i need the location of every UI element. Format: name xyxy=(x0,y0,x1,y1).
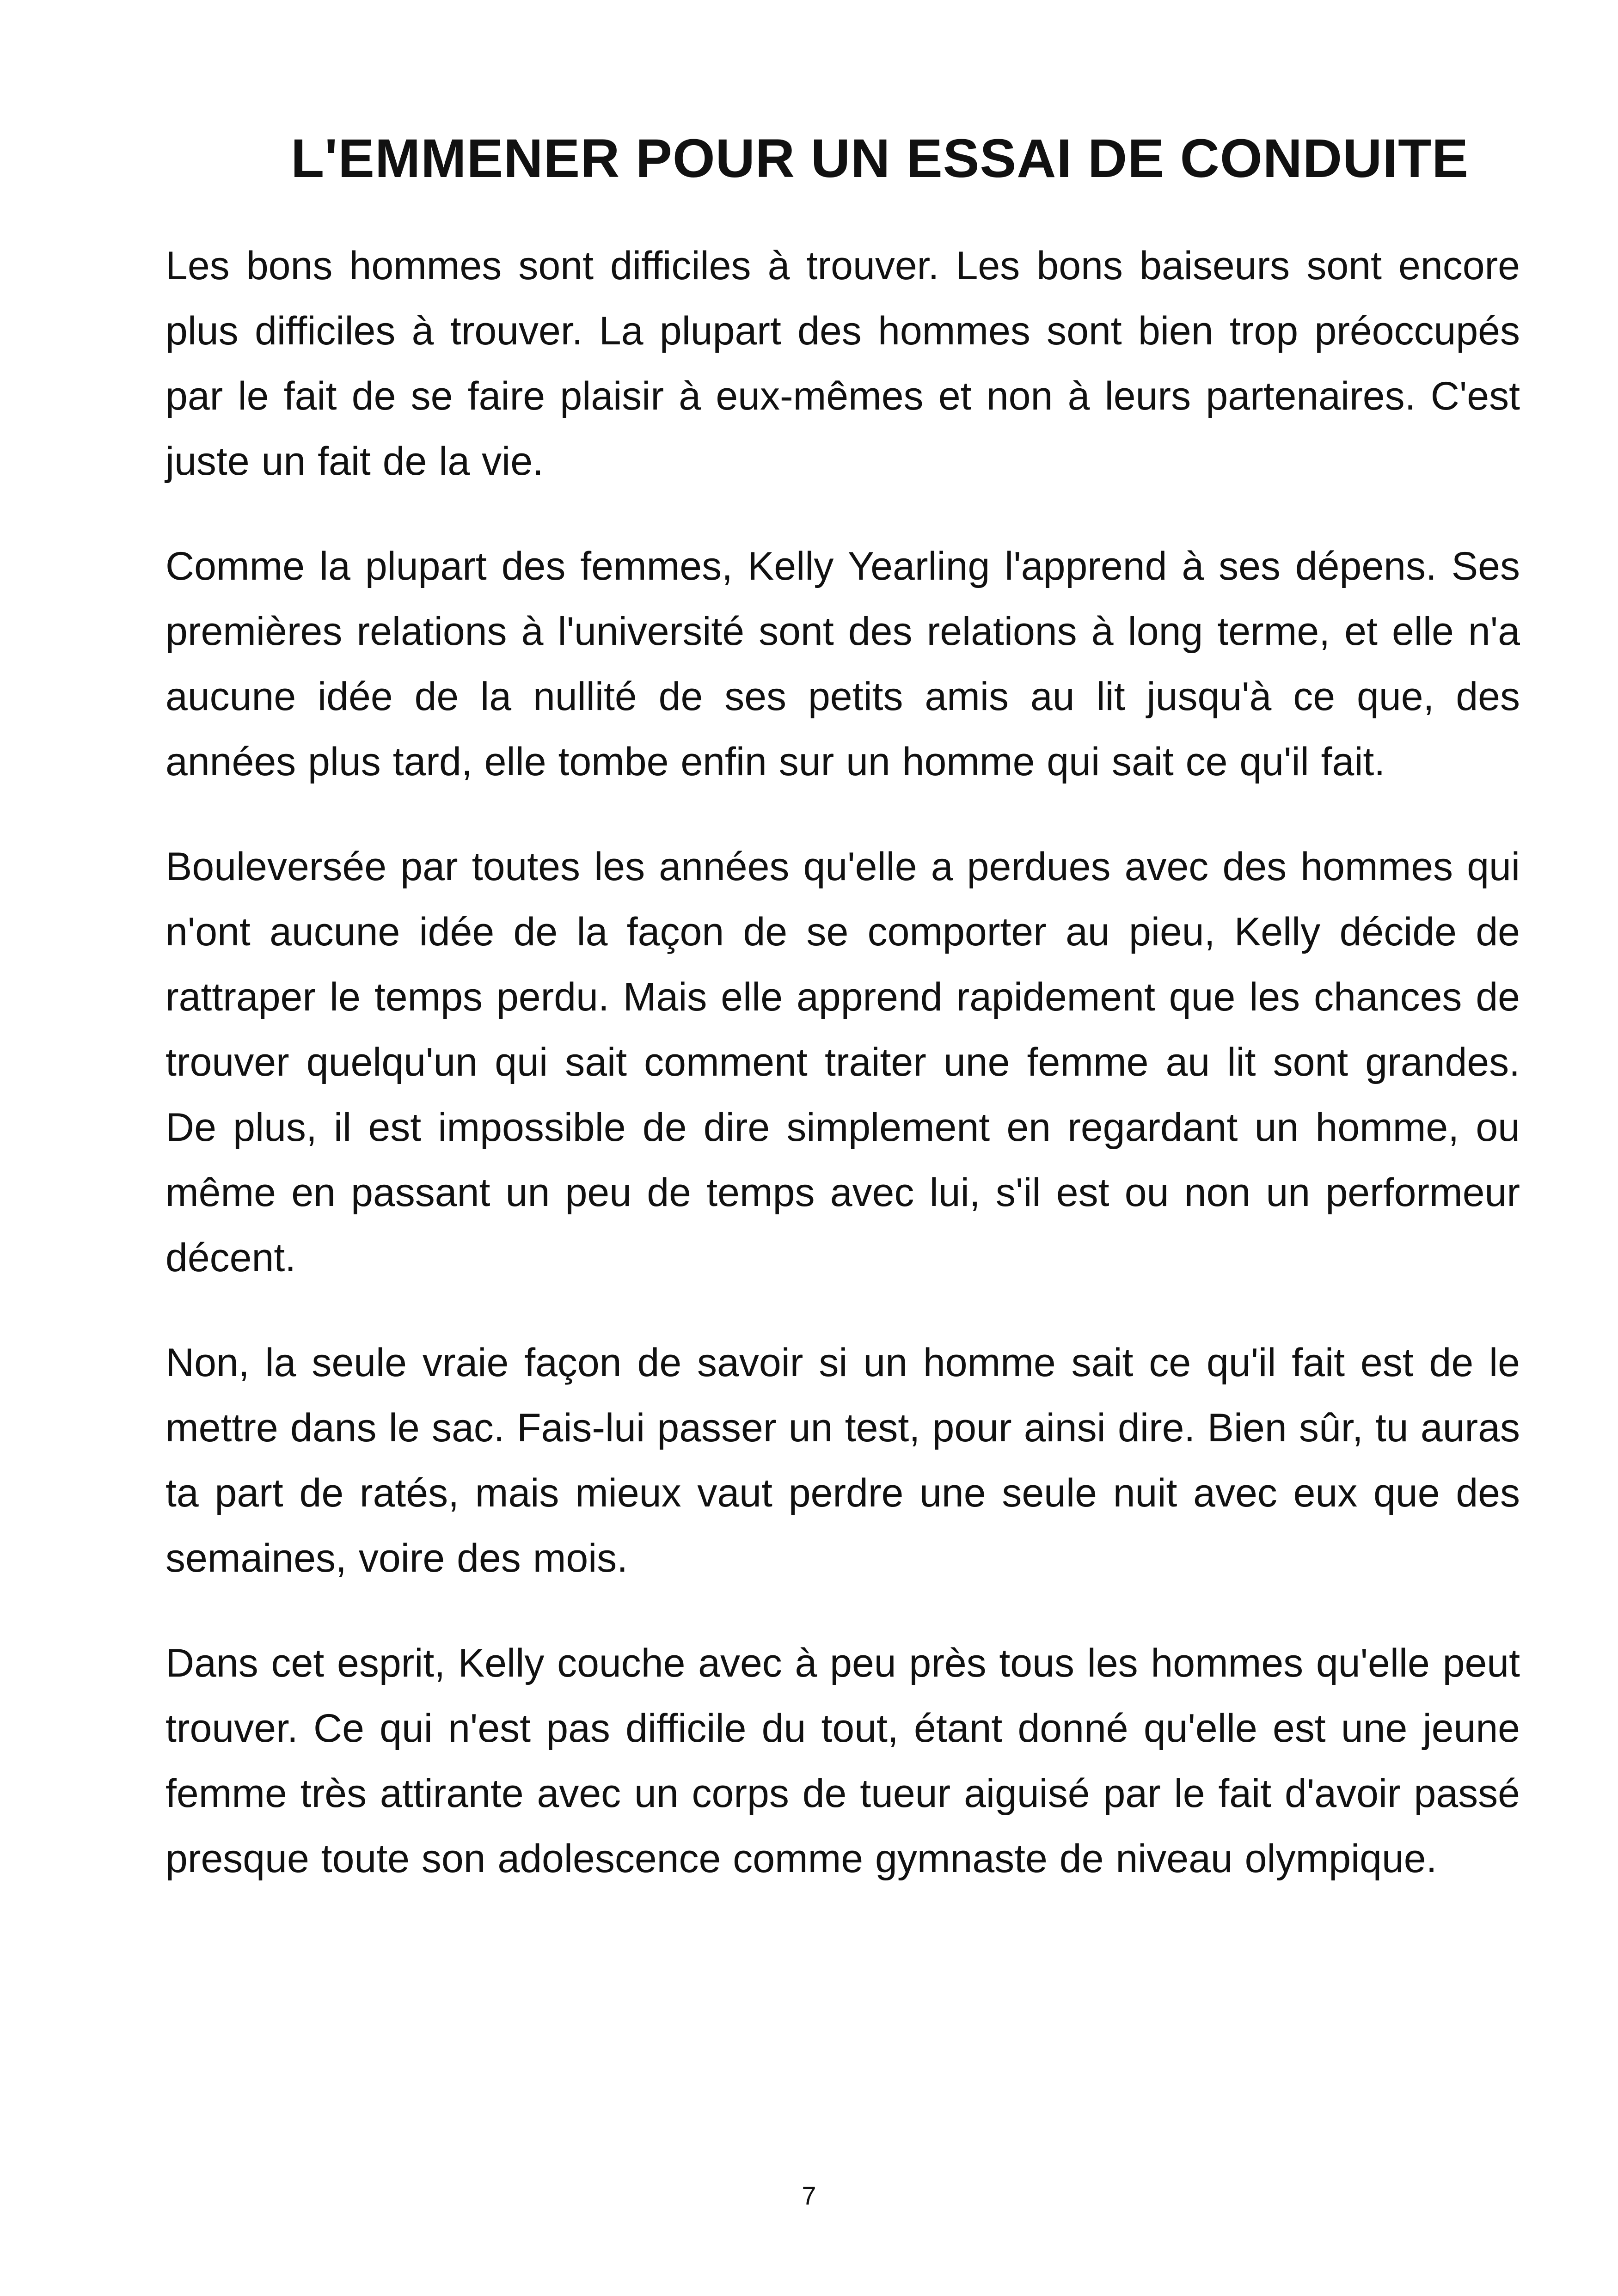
paragraph-1: Les bons hommes sont difficiles à trouver. Les bons baiseurs sont encore plus difficiles à trouver. La plupart des hommes sont bien trop préoccupés par le fait de se faire plaisir à eux-mêmes et non à leurs partenaires. C'est juste un fait de la vie. xyxy=(165,244,1520,484)
paragraph-2: Comme la plupart des femmes, Kelly Yearling l'apprend à ses dépens. Ses premières relations à l'université sont des relations à long terme, et elle n'a aucune idée de la nullité de ses petits amis au lit jusqu'à ce que, des années plus tard, elle tombe enfin sur un homme qui sait ce qu'il fait. xyxy=(165,544,1520,784)
paragraph-5: Dans cet esprit, Kelly couche avec à peu près tous les hommes qu'elle peut trouver. Ce qui n'est pas difficile du tout, étant donné qu'elle est une jeune femme très attirante avec un corps de tueur aiguisé par le fait d'avoir passé presque toute son adolescence comme gymnaste de niveau olympique. xyxy=(165,1641,1520,1881)
chapter-body xyxy=(165,233,1520,1931)
paragraph-3: Bouleversée par toutes les années qu'elle a perdues avec des hommes qui n'ont aucune idée de la façon de se comporter au pieu, Kelly décide de rattraper le temps perdu. Mais elle apprend rapidement que les chances de trouver quelqu'un qui sait comment traiter une femme au lit sont grandes. De plus, il est impossible de dire simplement en regardant un homme, ou même en passant un peu de temps avec lui, s'il est ou non un performeur décent. xyxy=(165,845,1520,1280)
chapter-title: L'EMMENER POUR UN ESSAI DE CONDUITE xyxy=(291,128,1469,189)
page-number: 7 xyxy=(802,2181,816,2210)
paragraph-4: Non, la seule vraie façon de savoir si un homme sait ce qu'il fait est de le mettre dans le sac. Fais-lui passer un test, pour ainsi dire. Bien sûr, tu auras ta part de ratés, mais mieux vaut perdre une seule nuit avec eux que des semaines, voire des mois. xyxy=(165,1341,1520,1580)
